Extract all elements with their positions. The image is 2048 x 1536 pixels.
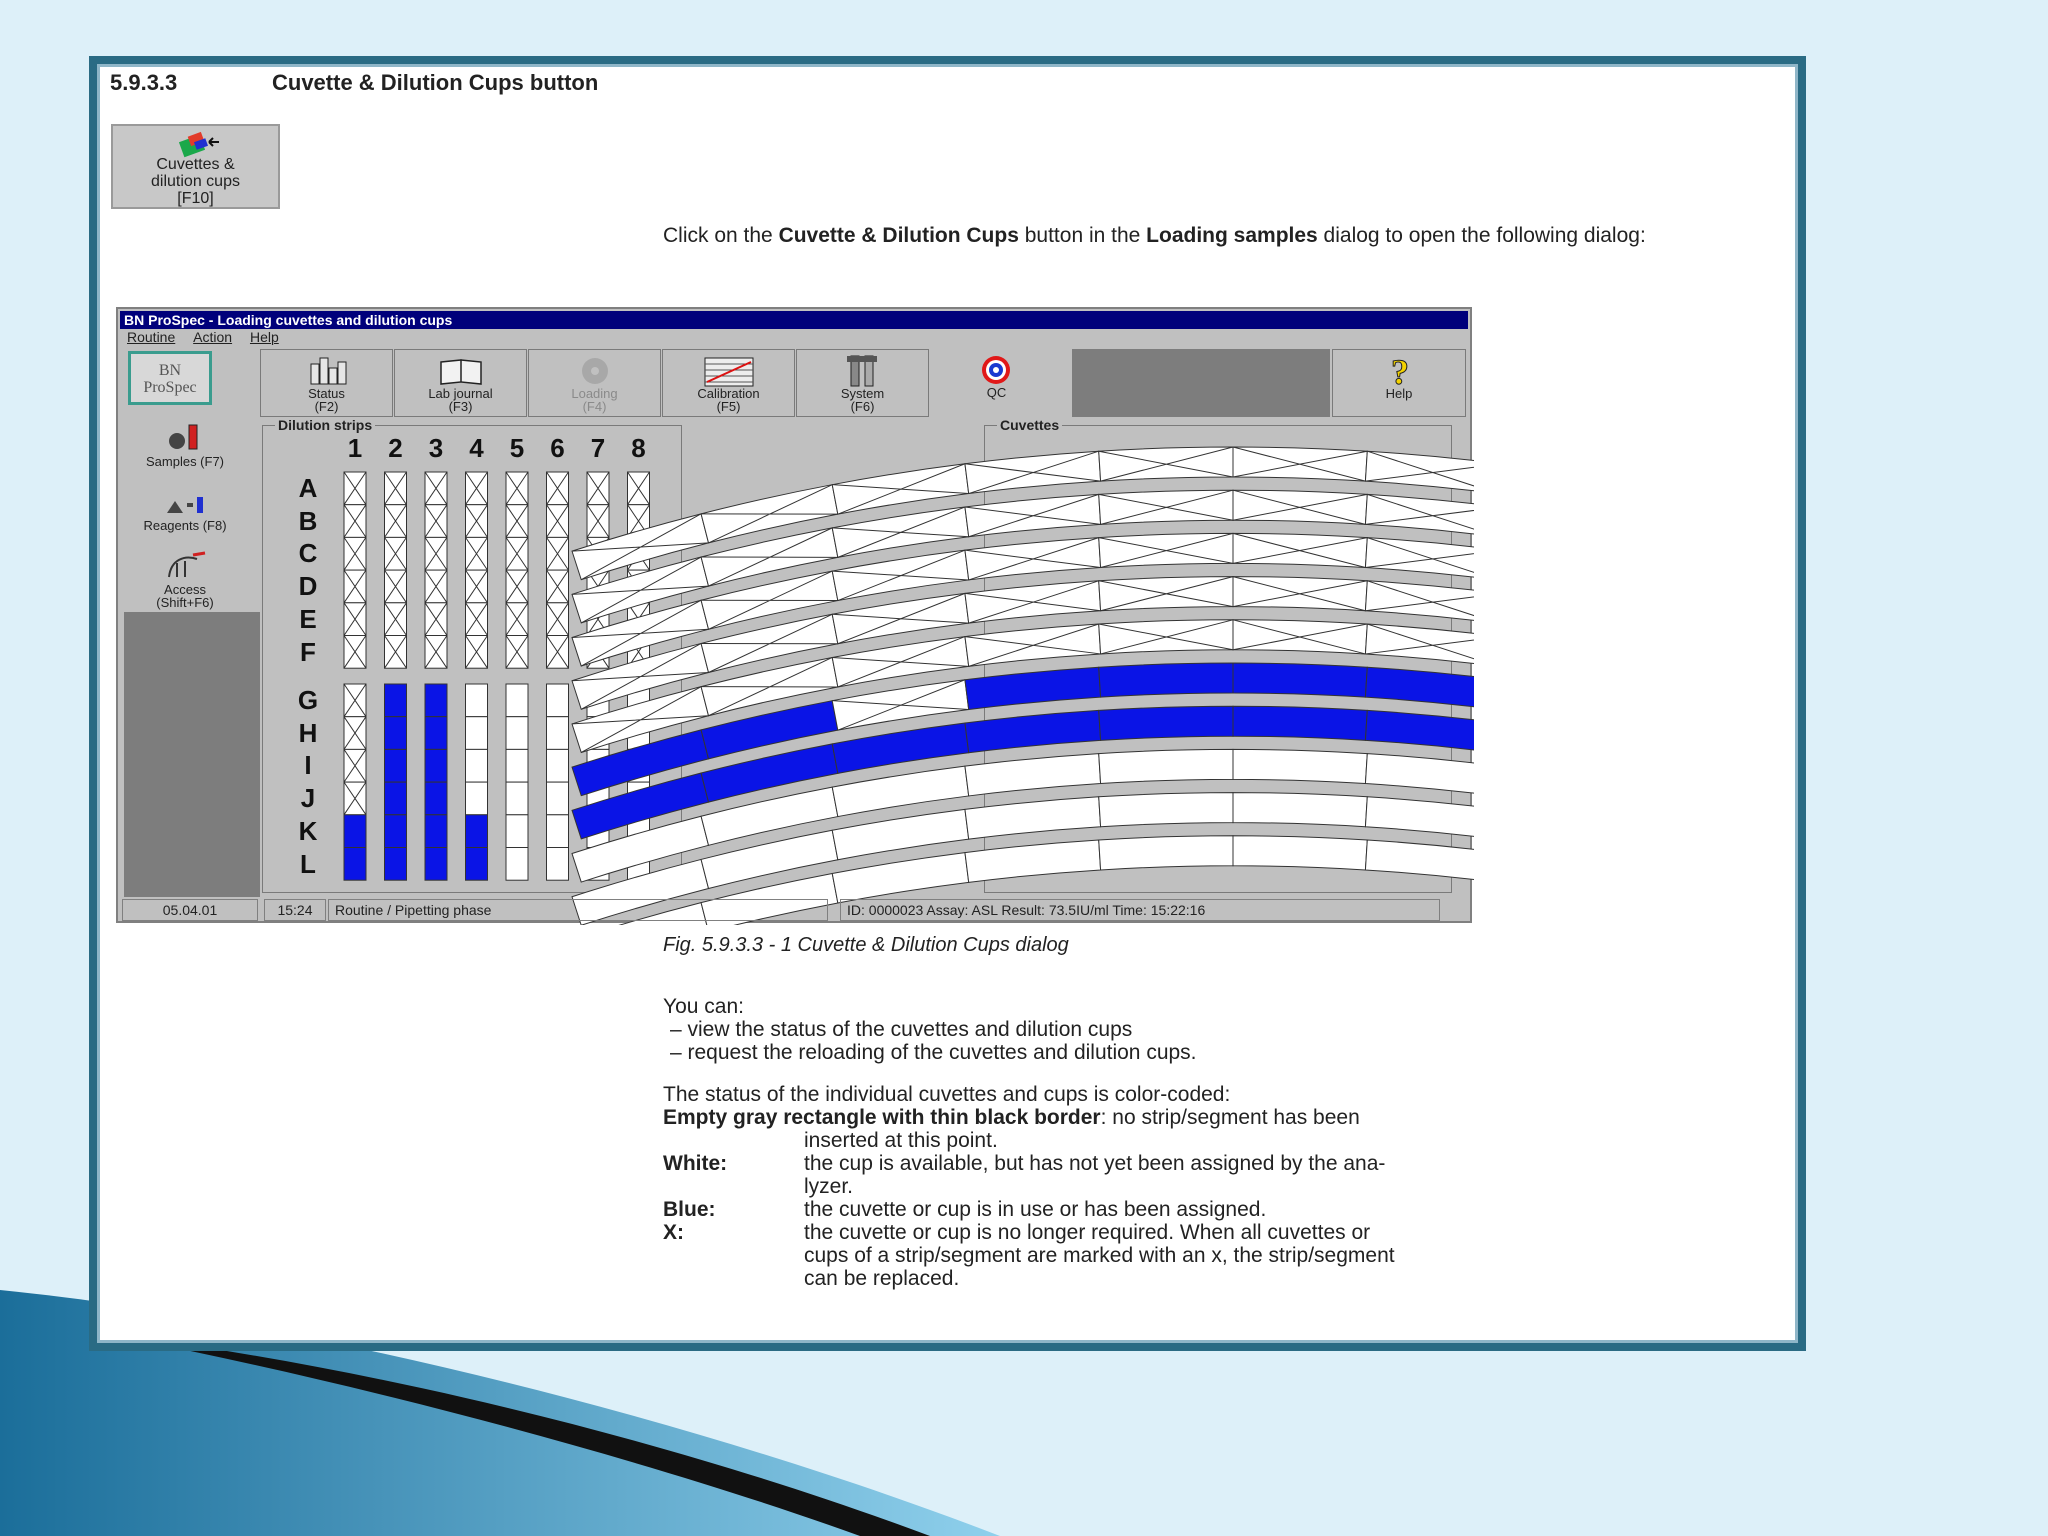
you-can-item: – view the status of the cuvettes and dilution cups [670,1018,1133,1041]
cuvette-cell [965,667,1101,709]
legend-x-def: the cuvette or cup is no longer required. When all cuvettes or cups of a strip/segment are marked with an x, the strip/segment can be replaced. [804,1221,1395,1290]
cuvette-cell [832,507,968,557]
legend-white-term: White: [663,1152,728,1175]
strip-column-number: 4 [469,433,484,463]
side-label: Access (Shift+F6) [156,582,214,610]
status-date: 05.04.01 [122,899,258,921]
cuvette-cell [1233,533,1367,567]
legend-white-def: the cup is available, but has not yet been assigned by the ana- lyzer. [804,1152,1386,1198]
strip-row-label: F [300,636,316,667]
strip-row-label: I [304,750,312,781]
menu-action[interactable]: Action [193,329,233,345]
section-number: 5.9.3.3 [110,70,178,95]
cuvette-cell [832,550,968,600]
strip-row-label: D [298,571,318,602]
cuvette-cell [965,451,1101,493]
strip-row-label: E [299,603,317,634]
toolbar-label: Lab journal (F3) [428,386,493,414]
strip-row-label: J [300,783,316,814]
cuvette-cell [965,754,1101,796]
strip-column-number: 6 [550,433,565,463]
cuvette-cell [1365,754,1474,796]
cuvettes-dilution-cups-button[interactable] [111,124,280,209]
strip-column-number: 3 [428,433,444,463]
strip-row-label: A [298,473,318,503]
you-can-item: – request the reloading of the cuvettes and dilution cups. [670,1041,1197,1064]
cuvette-cell [1233,706,1367,740]
legend-x-term: X: [663,1221,684,1244]
cuvette-cell [1365,581,1474,623]
cuvette-cell [965,494,1101,536]
cuvettes-button-label: Cuvettes & dilution cups [F10] [151,156,240,207]
cuvette-cell [832,464,968,514]
cuvette-cell [1365,538,1474,580]
strip-column-number: 1 [347,433,363,463]
cuvette-cell [965,840,1101,882]
legend-lead: The status of the individual cuvettes and cups is color-coded: [663,1083,1231,1106]
cuvette-cell [1233,490,1367,524]
toolbar-label: Status (F2) [308,386,345,414]
cuvette-cell [1365,451,1474,493]
cuvette-cell [1099,620,1233,654]
cuvette-cell [1365,667,1474,709]
cuvette-cell [1365,710,1474,752]
cuvettes-grid [118,309,1474,925]
menu-routine[interactable]: Routine [127,329,176,345]
strip-row-label: G [297,685,319,715]
cuvette-cell [1099,533,1233,567]
toolbar-label: System (F6) [840,386,885,414]
logo-text: BN ProSpec [143,362,197,396]
cuvette-cell [965,581,1101,623]
legend-empty: Empty gray rectangle with thin black border: no strip/segment has been [663,1106,1360,1129]
cuvette-cell [1233,620,1367,654]
strip-row-label: K [298,815,318,846]
cuvette-cell [1099,490,1233,524]
cuvette-cell [1365,797,1474,839]
cuvette-cell [1099,706,1233,740]
strip-row-label: C [298,538,318,569]
legend-blue-term: Blue: [663,1198,716,1221]
cuvette-cell [1099,793,1233,827]
legend-blue-def: the cuvette or cup is in use or has been assigned. [804,1198,1267,1221]
side-label: Reagents (F8) [143,518,227,533]
status-time: 15:24 [264,899,326,921]
toolbar-label: Help [1385,386,1413,401]
cuvette-cell [832,809,968,859]
cuvette-cell [965,797,1101,839]
cuvettes-label: Cuvettes [997,417,1062,433]
cuvette-cell [832,723,968,773]
cuvette-cell [832,680,968,730]
svg-text:?: ? [1391,354,1409,388]
figure-caption: Fig. 5.9.3.3 - 1 Cuvette & Dilution Cups dialog [663,934,1069,956]
toolbar-label: QC [986,385,1007,400]
cuvette-cell [1233,793,1367,827]
you-can-lead: You can: [663,995,744,1018]
cuvette-cell [832,853,968,903]
cuvette-cell [1099,447,1233,481]
cuvette-cell [1233,447,1367,481]
section-title: Cuvette & Dilution Cups button [272,70,599,95]
dialog-title: BN ProSpec - Loading cuvettes and dilution cups [120,311,1468,329]
intro-paragraph: Click on the Cuvette & Dilution Cups button in the Loading samples dialog to open the following dialog: [663,224,1646,247]
strip-column-number: 8 [631,433,646,463]
cuvette-cell [965,538,1101,580]
cuvette-cell [832,637,968,687]
cuvette-cell [1233,749,1367,783]
status-phase: Routine / Pipetting phase [328,899,828,921]
cuvette-cell [1233,663,1367,697]
dilution-strips-label: Dilution strips [275,417,375,433]
cuvette-cell [1365,494,1474,536]
cuvette-cell [1365,624,1474,666]
cuvette-cell [1099,836,1233,870]
menu-help[interactable]: Help [249,329,279,345]
status-result: ID: 0000023 Assay: ASL Result: 73.5IU/ml Time: 15:22:16 [840,899,1440,921]
cuvette-cell [832,593,968,643]
toolbar-label: Loading (F4) [571,386,618,414]
toolbar-label: Calibration (F5) [697,386,760,414]
strip-column-number: 2 [388,433,403,463]
side-label: Samples (F7) [145,454,225,469]
cuvette-cell [1099,577,1233,611]
strip-column-number: 5 [509,433,525,463]
strip-row-label: B [298,505,318,536]
strip-row-label: L [300,848,316,879]
cuvette-cell [965,710,1101,752]
cuvette-cell [832,766,968,816]
strip-column-number: 7 [590,433,606,463]
cuvette-cell [1099,663,1233,697]
strip-row-label: H [298,717,318,748]
cuvette-cell [965,624,1101,666]
cuvette-cell [1233,577,1367,611]
cuvette-cell [1233,836,1367,870]
cuvette-cell [1099,749,1233,783]
cuvettes-dialog [116,307,1472,923]
cuvette-cell [1365,840,1474,882]
legend-empty-continued: inserted at this point. [804,1129,998,1152]
